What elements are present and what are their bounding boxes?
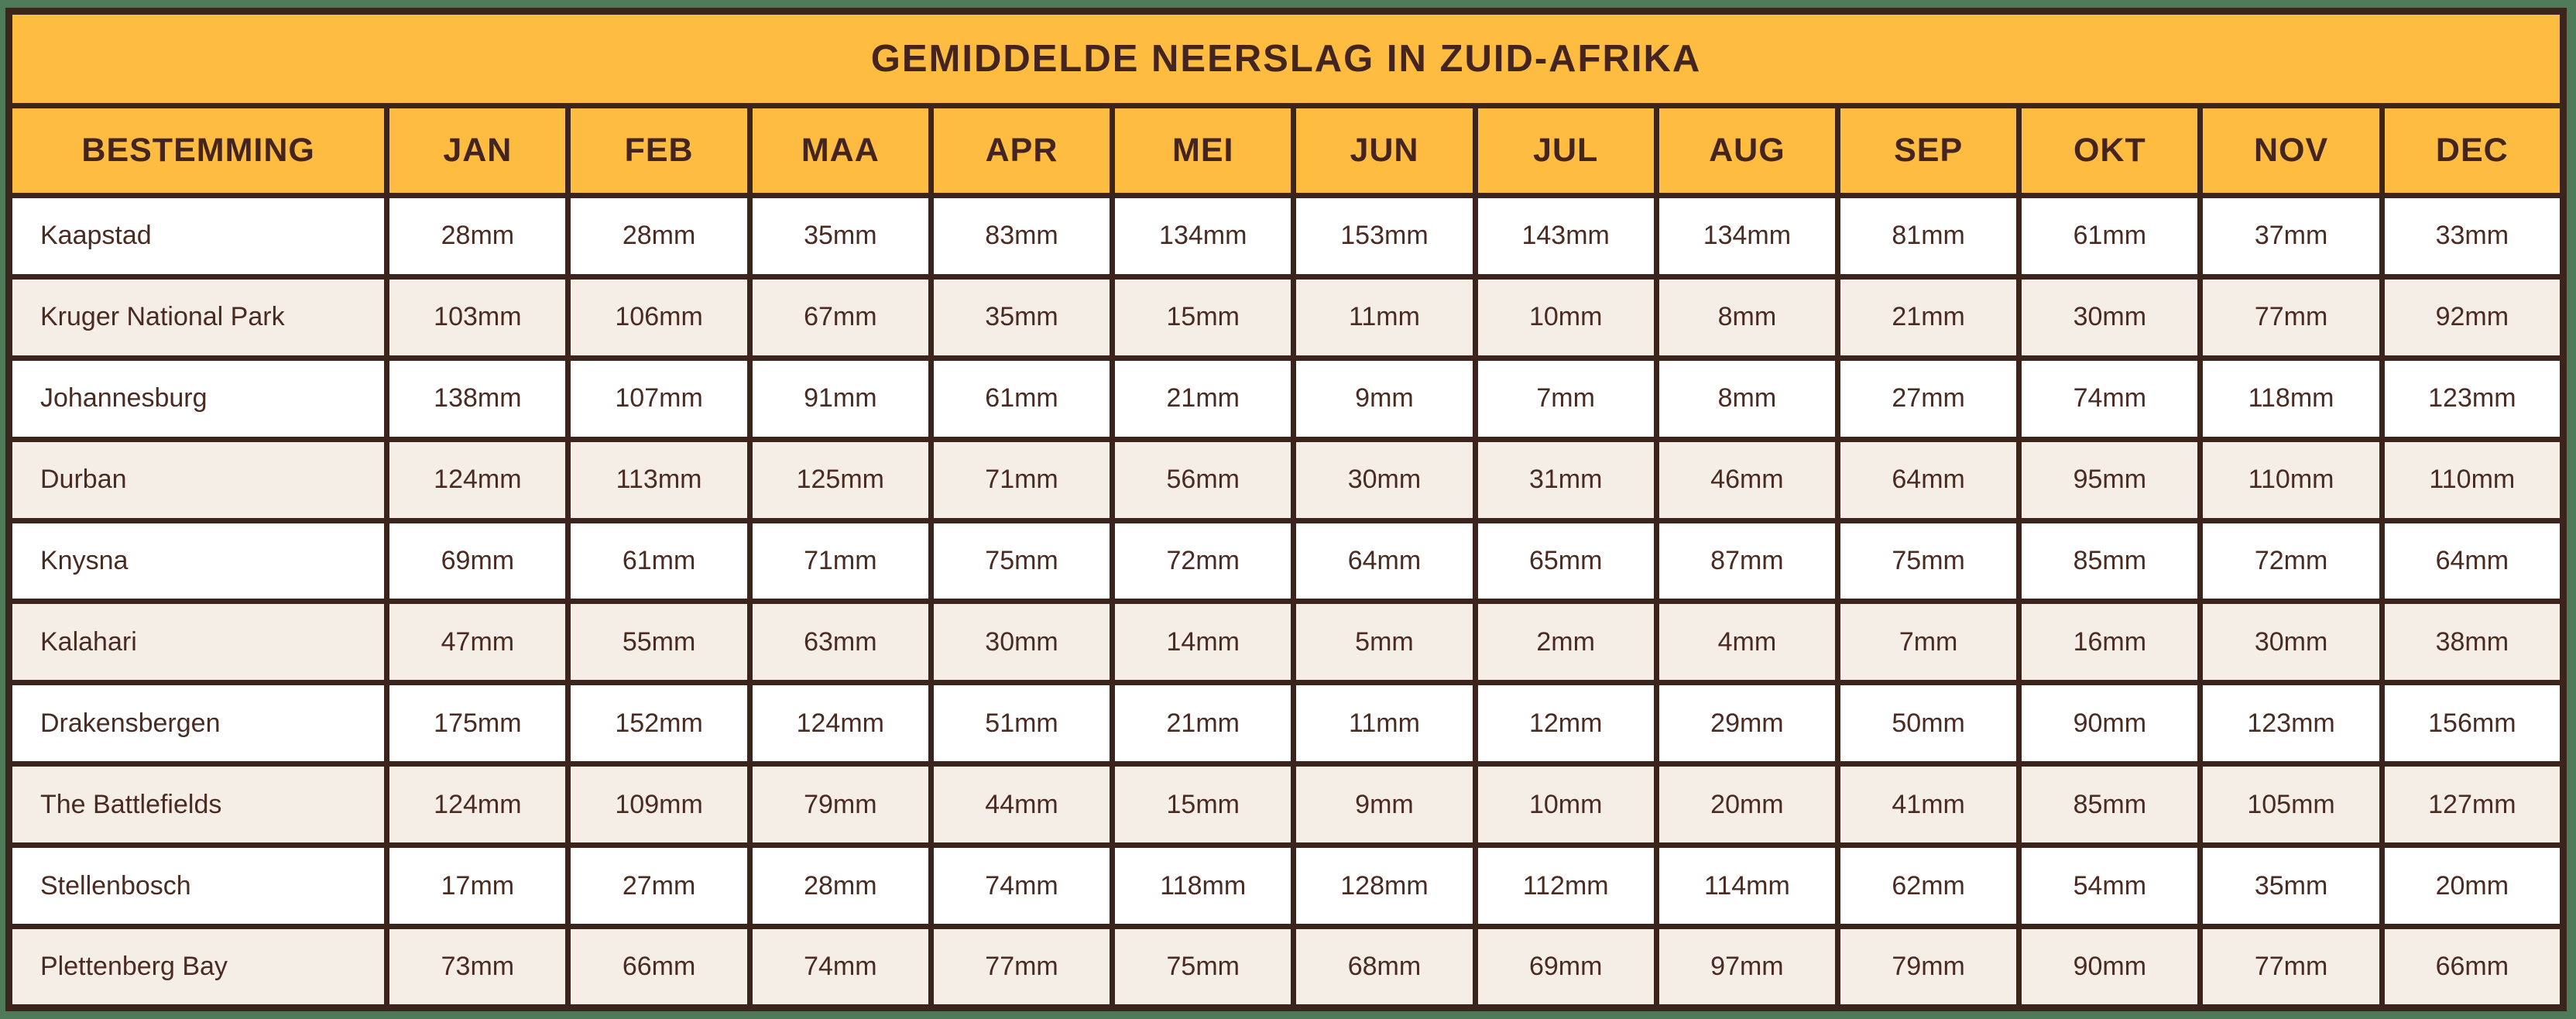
rainfall-cell: 35mm	[2200, 846, 2382, 927]
rainfall-cell: 69mm	[1475, 927, 1656, 1008]
title-row	[9, 12, 2564, 106]
rainfall-cell: 109mm	[568, 764, 749, 846]
rainfall-cell: 4mm	[1656, 602, 1837, 683]
rainfall-cell: 107mm	[568, 358, 749, 439]
rainfall-cell: 9mm	[1294, 764, 1475, 846]
rainfall-cell: 30mm	[1294, 439, 1475, 520]
rainfall-cell: 27mm	[568, 846, 749, 927]
rainfall-cell: 35mm	[931, 276, 1112, 358]
rainfall-cell: 134mm	[1656, 196, 1837, 277]
rainfall-cell: 7mm	[1838, 602, 2019, 683]
rainfall-cell: 77mm	[2200, 276, 2382, 358]
rainfall-cell: 81mm	[1838, 196, 2019, 277]
rainfall-cell: 138mm	[387, 358, 568, 439]
rainfall-cell: 91mm	[749, 358, 931, 439]
rainfall-cell: 28mm	[749, 846, 931, 927]
rainfall-cell: 124mm	[387, 764, 568, 846]
rainfall-cell: 124mm	[749, 683, 931, 764]
column-header-feb: FEB	[568, 106, 749, 196]
table-row	[9, 276, 2564, 358]
rainfall-cell: 123mm	[2382, 358, 2563, 439]
rainfall-cell: 79mm	[749, 764, 931, 846]
destination-cell: Durban	[9, 439, 387, 520]
rainfall-cell: 156mm	[2382, 683, 2563, 764]
rainfall-cell: 72mm	[2200, 520, 2382, 602]
rainfall-cell: 7mm	[1475, 358, 1656, 439]
rainfall-cell: 152mm	[568, 683, 749, 764]
column-header-okt: OKT	[2019, 106, 2200, 196]
rainfall-cell: 110mm	[2382, 439, 2563, 520]
rainfall-cell: 47mm	[387, 602, 568, 683]
rainfall-cell: 85mm	[2019, 520, 2200, 602]
rainfall-cell: 64mm	[1838, 439, 2019, 520]
rainfall-cell: 66mm	[2382, 927, 2563, 1008]
destination-cell: Kalahari	[9, 602, 387, 683]
rainfall-cell: 118mm	[1113, 846, 1294, 927]
rainfall-cell: 69mm	[387, 520, 568, 602]
rainfall-cell: 30mm	[2200, 602, 2382, 683]
table-row	[9, 439, 2564, 520]
table-title: GEMIDDELDE NEERSLAG IN ZUID-AFRIKA	[9, 12, 2564, 106]
rainfall-cell: 30mm	[931, 602, 1112, 683]
rainfall-cell: 2mm	[1475, 602, 1656, 683]
rainfall-cell: 33mm	[2382, 196, 2563, 277]
destination-cell: Johannesburg	[9, 358, 387, 439]
rainfall-cell: 153mm	[1294, 196, 1475, 277]
rainfall-cell: 125mm	[749, 439, 931, 520]
table-row	[9, 683, 2564, 764]
column-header-mei: MEI	[1113, 106, 1294, 196]
rainfall-cell: 85mm	[2019, 764, 2200, 846]
rainfall-cell: 106mm	[568, 276, 749, 358]
rainfall-cell: 5mm	[1294, 602, 1475, 683]
rainfall-cell: 127mm	[2382, 764, 2563, 846]
rainfall-cell: 20mm	[2382, 846, 2563, 927]
table-body	[9, 196, 2564, 1008]
destination-cell: Plettenberg Bay	[9, 927, 387, 1008]
rainfall-cell: 15mm	[1113, 764, 1294, 846]
table-row	[9, 602, 2564, 683]
rainfall-cell: 75mm	[1113, 927, 1294, 1008]
rainfall-cell: 114mm	[1656, 846, 1837, 927]
destination-cell: Kaapstad	[9, 196, 387, 277]
table-row	[9, 196, 2564, 277]
rainfall-cell: 123mm	[2200, 683, 2382, 764]
table-row	[9, 927, 2564, 1008]
rainfall-cell: 74mm	[2019, 358, 2200, 439]
rainfall-cell: 41mm	[1838, 764, 2019, 846]
rainfall-cell: 50mm	[1838, 683, 2019, 764]
rainfall-cell: 71mm	[931, 439, 1112, 520]
rainfall-cell: 14mm	[1113, 602, 1294, 683]
column-header-bestemming: BESTEMMING	[9, 106, 387, 196]
rainfall-cell: 71mm	[749, 520, 931, 602]
column-header-dec: DEC	[2382, 106, 2563, 196]
table-row	[9, 520, 2564, 602]
rainfall-cell: 74mm	[749, 927, 931, 1008]
rainfall-cell: 30mm	[2019, 276, 2200, 358]
header-row	[9, 106, 2564, 196]
rainfall-cell: 28mm	[387, 196, 568, 277]
rainfall-cell: 46mm	[1656, 439, 1837, 520]
rainfall-cell: 65mm	[1475, 520, 1656, 602]
column-header-jul: JUL	[1475, 106, 1656, 196]
rainfall-cell: 38mm	[2382, 602, 2563, 683]
rainfall-cell: 128mm	[1294, 846, 1475, 927]
rainfall-cell: 143mm	[1475, 196, 1656, 277]
rainfall-cell: 92mm	[2382, 276, 2563, 358]
rainfall-cell: 12mm	[1475, 683, 1656, 764]
rainfall-cell: 61mm	[2019, 196, 2200, 277]
rainfall-cell: 75mm	[931, 520, 1112, 602]
rainfall-cell: 97mm	[1656, 927, 1837, 1008]
rainfall-cell: 124mm	[387, 439, 568, 520]
destination-cell: The Battlefields	[9, 764, 387, 846]
column-header-sep: SEP	[1838, 106, 2019, 196]
rainfall-cell: 35mm	[749, 196, 931, 277]
rainfall-cell: 8mm	[1656, 276, 1837, 358]
rainfall-cell: 77mm	[2200, 927, 2382, 1008]
rainfall-cell: 134mm	[1113, 196, 1294, 277]
rainfall-cell: 20mm	[1656, 764, 1837, 846]
rainfall-cell: 112mm	[1475, 846, 1656, 927]
rainfall-cell: 66mm	[568, 927, 749, 1008]
table-row	[9, 764, 2564, 846]
rainfall-cell: 74mm	[931, 846, 1112, 927]
rainfall-cell: 63mm	[749, 602, 931, 683]
rainfall-table	[5, 8, 2567, 1011]
rainfall-cell: 31mm	[1475, 439, 1656, 520]
rainfall-cell: 90mm	[2019, 927, 2200, 1008]
rainfall-cell: 21mm	[1113, 683, 1294, 764]
rainfall-cell: 44mm	[931, 764, 1112, 846]
rainfall-cell: 29mm	[1656, 683, 1837, 764]
rainfall-cell: 8mm	[1656, 358, 1837, 439]
rainfall-cell: 77mm	[931, 927, 1112, 1008]
rainfall-cell: 72mm	[1113, 520, 1294, 602]
rainfall-cell: 15mm	[1113, 276, 1294, 358]
rainfall-cell: 21mm	[1113, 358, 1294, 439]
destination-cell: Knysna	[9, 520, 387, 602]
rainfall-cell: 55mm	[568, 602, 749, 683]
rainfall-cell: 113mm	[568, 439, 749, 520]
rainfall-cell: 175mm	[387, 683, 568, 764]
rainfall-cell: 54mm	[2019, 846, 2200, 927]
rainfall-cell: 83mm	[931, 196, 1112, 277]
rainfall-cell: 64mm	[1294, 520, 1475, 602]
rainfall-cell: 105mm	[2200, 764, 2382, 846]
rainfall-cell: 95mm	[2019, 439, 2200, 520]
rainfall-cell: 10mm	[1475, 764, 1656, 846]
rainfall-cell: 17mm	[387, 846, 568, 927]
table-row	[9, 846, 2564, 927]
column-header-jan: JAN	[387, 106, 568, 196]
rainfall-cell: 110mm	[2200, 439, 2382, 520]
rainfall-cell: 9mm	[1294, 358, 1475, 439]
rainfall-cell: 75mm	[1838, 520, 2019, 602]
destination-cell: Stellenbosch	[9, 846, 387, 927]
rainfall-cell: 51mm	[931, 683, 1112, 764]
column-header-apr: APR	[931, 106, 1112, 196]
rainfall-cell: 21mm	[1838, 276, 2019, 358]
rainfall-cell: 10mm	[1475, 276, 1656, 358]
rainfall-cell: 79mm	[1838, 927, 2019, 1008]
rainfall-cell: 73mm	[387, 927, 568, 1008]
destination-cell: Drakensbergen	[9, 683, 387, 764]
rainfall-cell: 67mm	[749, 276, 931, 358]
column-header-jun: JUN	[1294, 106, 1475, 196]
rainfall-cell: 64mm	[2382, 520, 2563, 602]
rainfall-cell: 61mm	[931, 358, 1112, 439]
rainfall-cell: 11mm	[1294, 276, 1475, 358]
rainfall-cell: 62mm	[1838, 846, 2019, 927]
column-header-maa: MAA	[749, 106, 931, 196]
destination-cell: Kruger National Park	[9, 276, 387, 358]
column-header-aug: AUG	[1656, 106, 1837, 196]
rainfall-cell: 28mm	[568, 196, 749, 277]
rainfall-table-container	[5, 8, 2567, 1011]
rainfall-cell: 11mm	[1294, 683, 1475, 764]
table-row	[9, 358, 2564, 439]
rainfall-cell: 68mm	[1294, 927, 1475, 1008]
rainfall-cell: 118mm	[2200, 358, 2382, 439]
rainfall-cell: 16mm	[2019, 602, 2200, 683]
column-header-nov: NOV	[2200, 106, 2382, 196]
rainfall-cell: 56mm	[1113, 439, 1294, 520]
rainfall-cell: 27mm	[1838, 358, 2019, 439]
rainfall-cell: 37mm	[2200, 196, 2382, 277]
rainfall-cell: 103mm	[387, 276, 568, 358]
rainfall-cell: 87mm	[1656, 520, 1837, 602]
rainfall-cell: 90mm	[2019, 683, 2200, 764]
rainfall-cell: 61mm	[568, 520, 749, 602]
